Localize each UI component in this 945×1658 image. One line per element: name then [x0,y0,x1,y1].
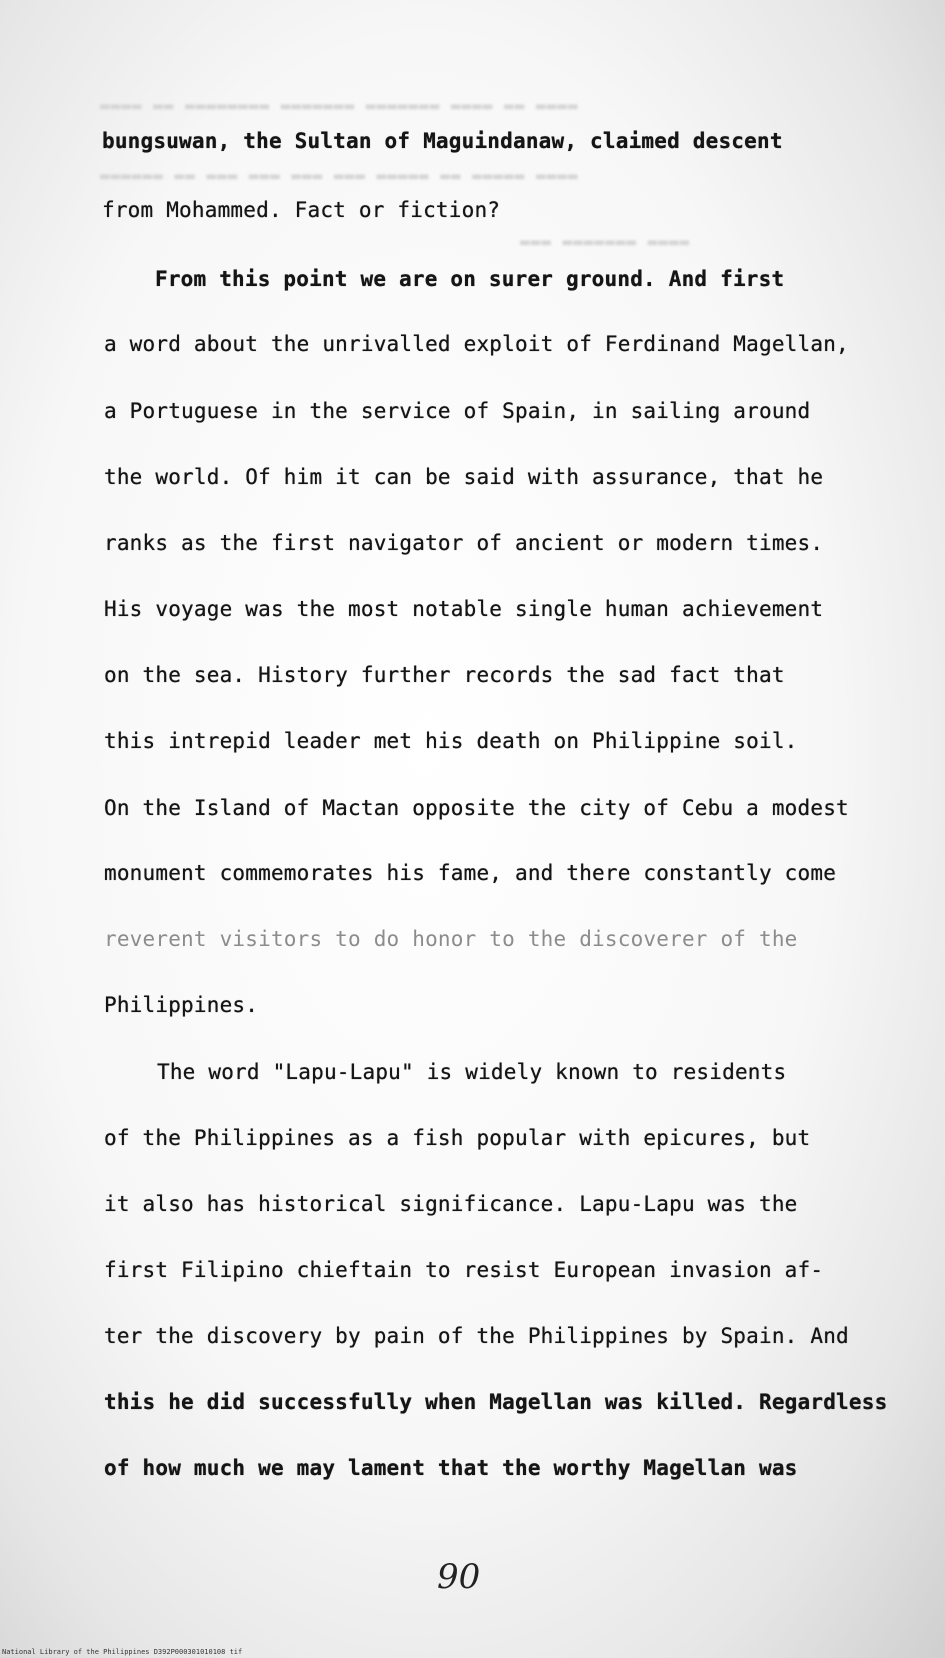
text-line-5: a Portuguese in the service of Spain, in sailing around [104,399,811,423]
text-line-3: From this point we are on surer ground. And first [155,267,785,291]
archive-footer: National Library of the Philippines D392P000301010108 tif [2,1648,243,1656]
text-line-19: ter the discovery by pain of the Philippines by Spain. And [104,1324,849,1348]
text-line-6: the world. Of him it can be said with assurance, that he [104,465,824,489]
text-line-13: reverent visitors to do honor to the discoverer of the [104,927,798,951]
text-line-8: His voyage was the most notable single human achievement [104,597,824,621]
text-line-1: bungsuwan, the Sultan of Maguindanaw, claimed descent [102,129,783,153]
text-line-17: it also has historical significance. Lapu-Lapu was the [104,1192,798,1216]
text-line-21: of how much we may lament that the worthy Magellan was [104,1456,798,1480]
text-line-18: first Filipino chieftain to resist European invasion af- [104,1258,824,1282]
text-line-4: a word about the unrivalled exploit of Ferdinand Magellan, [104,332,849,356]
text-line-11: On the Island of Mactan opposite the city of Cebu a modest [104,796,849,820]
text-line-20: this he did successfully when Magellan was killed. Regardless [104,1390,888,1414]
text-line-9: on the sea. History further records the sad fact that [104,663,785,687]
text-line-7: ranks as the first navigator of ancient or modern times. [104,531,824,555]
show-through-text: ▬▬▬▬ ▬▬ ▬▬▬▬▬▬▬▬ ▬▬▬▬▬▬▬ ▬▬▬▬▬▬▬ ▬▬▬▬ ▬▬ ▬▬▬▬ [100,96,579,115]
text-line-15: The word "Lapu-Lapu" is widely known to residents [157,1060,787,1084]
show-through-text: ▬▬▬▬▬▬ ▬▬ ▬▬▬ ▬▬▬ ▬▬▬ ▬▬▬ ▬▬▬▬▬ ▬▬ ▬▬▬▬▬ ▬▬▬▬ [100,166,579,185]
show-through-text: ▬▬▬ ▬▬▬▬▬▬▬ ▬▬▬▬ [520,232,691,251]
text-line-12: monument commemorates his fame, and there constantly come [104,861,837,885]
text-line-14: Philippines. [104,993,259,1017]
text-line-10: this intrepid leader met his death on Philippine soil. [104,729,798,753]
text-line-16: of the Philippines as a fish popular with epicures, but [104,1126,811,1150]
page-number: 90 [437,1557,481,1597]
text-line-2: from Mohammed. Fact or fiction? [102,198,501,222]
